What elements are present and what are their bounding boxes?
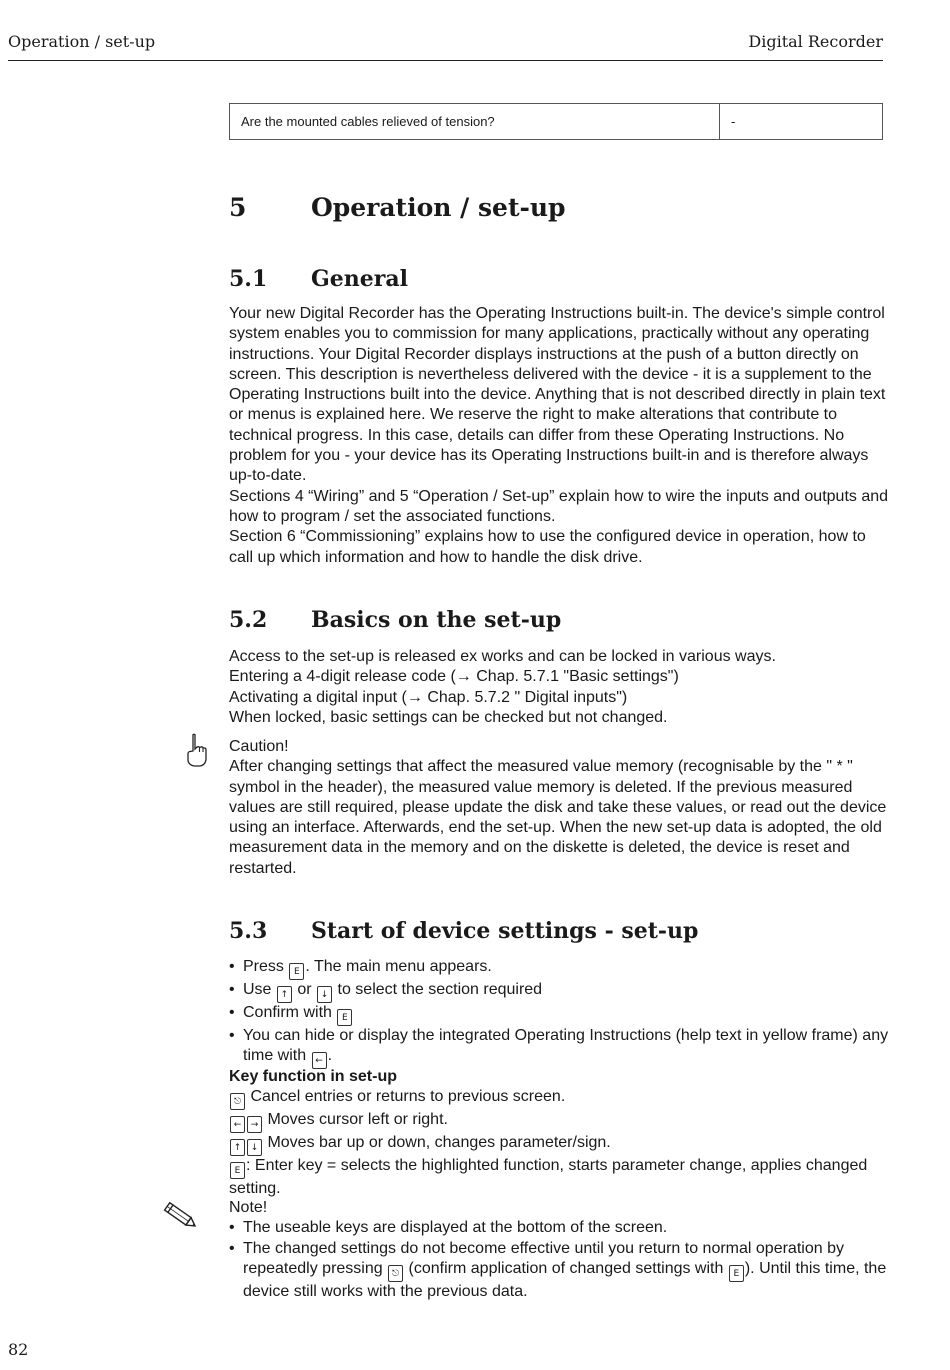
header-product-name: Digital Recorder <box>748 32 883 51</box>
key-functions-heading: Key function in set-up <box>229 1068 397 1085</box>
table-cell-question: Are the mounted cables relieved of tension? <box>230 104 720 140</box>
table-row <box>230 104 883 140</box>
section-title: Basics on the set-up <box>311 607 562 633</box>
caution-block <box>229 737 889 879</box>
up-arrow-key-icon: ↑ <box>277 986 292 1003</box>
note-list <box>229 1218 889 1302</box>
section-5-2-body <box>229 647 889 728</box>
note-label: Note! <box>229 1199 268 1216</box>
section-number: 5.2 <box>229 607 268 633</box>
text-line: Entering a 4-digit release code (→ Chap. 5.7.1 "Basic settings") <box>229 668 679 686</box>
left-arrow-key-icon: ← <box>230 1116 245 1133</box>
list-item <box>229 980 889 1003</box>
list-text: Press <box>243 958 284 975</box>
key-function-line <box>229 1110 889 1133</box>
list-item: • The useable keys are displayed at the bottom of the screen. <box>229 1218 889 1238</box>
list-item <box>229 1026 889 1069</box>
key-function-text: Cancel entries or returns to previous screen. <box>250 1088 566 1106</box>
section-title: Start of device settings - set-up <box>311 918 699 944</box>
enter-key-icon: E <box>729 1265 744 1282</box>
up-arrow-key-icon: ↑ <box>230 1139 245 1156</box>
paragraph: Your new Digital Recorder has the Operating Instructions built-in. The device's simple control system enables you to commission for many applications, practically without any operating instructions. Your Digital Recorder displays instructions at the push of a button directly on screen. This description is nevertheless delivered with the device - it is a supplement to the Operating Instructions built into the device. Anything that is not described directly in plain text or menus is explained here. We reserve the right to make alterations that contribute to technical progress. In this case, details can differ from these Operating Instructions. No problem for you - your device has its Operating Instructions built-in and is therefore always up-to-date. <box>229 305 886 485</box>
key-function-line <box>229 1156 889 1199</box>
list-text: ). Until this time, the device still works with the previous data. <box>243 1259 887 1300</box>
list-text: Confirm with <box>243 1004 332 1021</box>
key-function-line <box>229 1087 889 1110</box>
setup-steps-list <box>229 957 889 1069</box>
list-item <box>229 957 889 980</box>
escape-key-icon: ⎋ <box>230 1093 245 1110</box>
list-item <box>229 1239 889 1303</box>
pencil-note-icon <box>160 1200 200 1232</box>
section-5-3-steps <box>229 957 889 1069</box>
checklist-table <box>229 103 883 140</box>
caution-text: After changing settings that affect the measured value memory (recognisable by the " * " symbol in the header), the measured value memory is deleted. If the previous measured values are still required, please update the disk and take these values, or read out the device using an interface. Afterwards, end the set-up. When the new set-up data is adopted, the old measurement data in the memory and on the diskette is deleted, the device is reset and restarted. <box>229 758 887 877</box>
list-text: . The main menu appears. <box>305 958 492 975</box>
note-block <box>229 1198 889 1302</box>
paragraph: Sections 4 “Wiring” and 5 “Operation / Set-up” explain how to wire the inputs and outputs and how to program / set the associated functions. <box>229 487 889 525</box>
section-number: 5.3 <box>229 918 268 944</box>
header-divider <box>8 60 883 61</box>
list-text: Use <box>243 981 272 998</box>
section-5-1-body <box>229 304 889 568</box>
key-function-text: Moves cursor left or right. <box>267 1111 448 1129</box>
section-number: 5.1 <box>229 266 268 292</box>
pointing-hand-caution-icon <box>185 733 207 767</box>
text-line: Activating a digital input (→ Chap. 5.7.2 " Digital inputs") <box>229 688 628 706</box>
list-text: The changed settings do not become effective until you return to normal operation by repeatedly pressing <box>243 1239 844 1277</box>
enter-key-icon: E <box>337 1009 352 1026</box>
text-line: Access to the set-up is released ex works and can be locked in various ways. <box>229 648 776 665</box>
chapter-number: 5 <box>229 193 247 222</box>
enter-key-icon: E <box>230 1162 245 1179</box>
caution-label: Caution! <box>229 738 289 755</box>
down-arrow-key-icon: ↓ <box>317 986 332 1003</box>
chapter-title: Operation / set-up <box>311 193 566 222</box>
page-number: 82 <box>8 1340 29 1359</box>
list-text: or <box>297 981 312 998</box>
left-arrow-key-icon: ← <box>312 1052 327 1069</box>
list-text: . <box>327 1047 333 1065</box>
enter-key-icon: E <box>289 963 304 980</box>
paragraph: Section 6 “Commissioning” explains how to use the configured device in operation, how to call up which information and how to handle the disk drive. <box>229 528 866 566</box>
key-function-text: : Enter key = selects the highlighted function, starts parameter change, applies changed setting. <box>229 1157 868 1198</box>
right-arrow-key-icon: → <box>247 1116 262 1133</box>
text-line: When locked, basic settings can be checked but not changed. <box>229 708 668 726</box>
key-function-line <box>229 1133 889 1156</box>
list-item <box>229 1003 889 1026</box>
section-heading-5-2 <box>229 607 561 633</box>
escape-key-icon: ⎋ <box>388 1265 403 1282</box>
key-functions-block <box>229 1067 889 1200</box>
key-function-text: Moves bar up or down, changes parameter/sign. <box>267 1134 611 1152</box>
header-section-title: Operation / set-up <box>8 32 156 51</box>
list-text: to select the section required <box>337 981 543 998</box>
list-text: (confirm application of changed settings with <box>408 1259 724 1277</box>
down-arrow-key-icon: ↓ <box>247 1139 262 1156</box>
list-text: You can hide or display the integrated Operating Instructions (help text in yellow frame) any time with <box>243 1027 889 1065</box>
chapter-heading <box>229 193 566 222</box>
section-title: General <box>311 266 408 292</box>
section-heading-5-3 <box>229 918 698 944</box>
section-heading-5-1 <box>229 266 408 292</box>
table-cell-answer: - <box>720 104 883 140</box>
